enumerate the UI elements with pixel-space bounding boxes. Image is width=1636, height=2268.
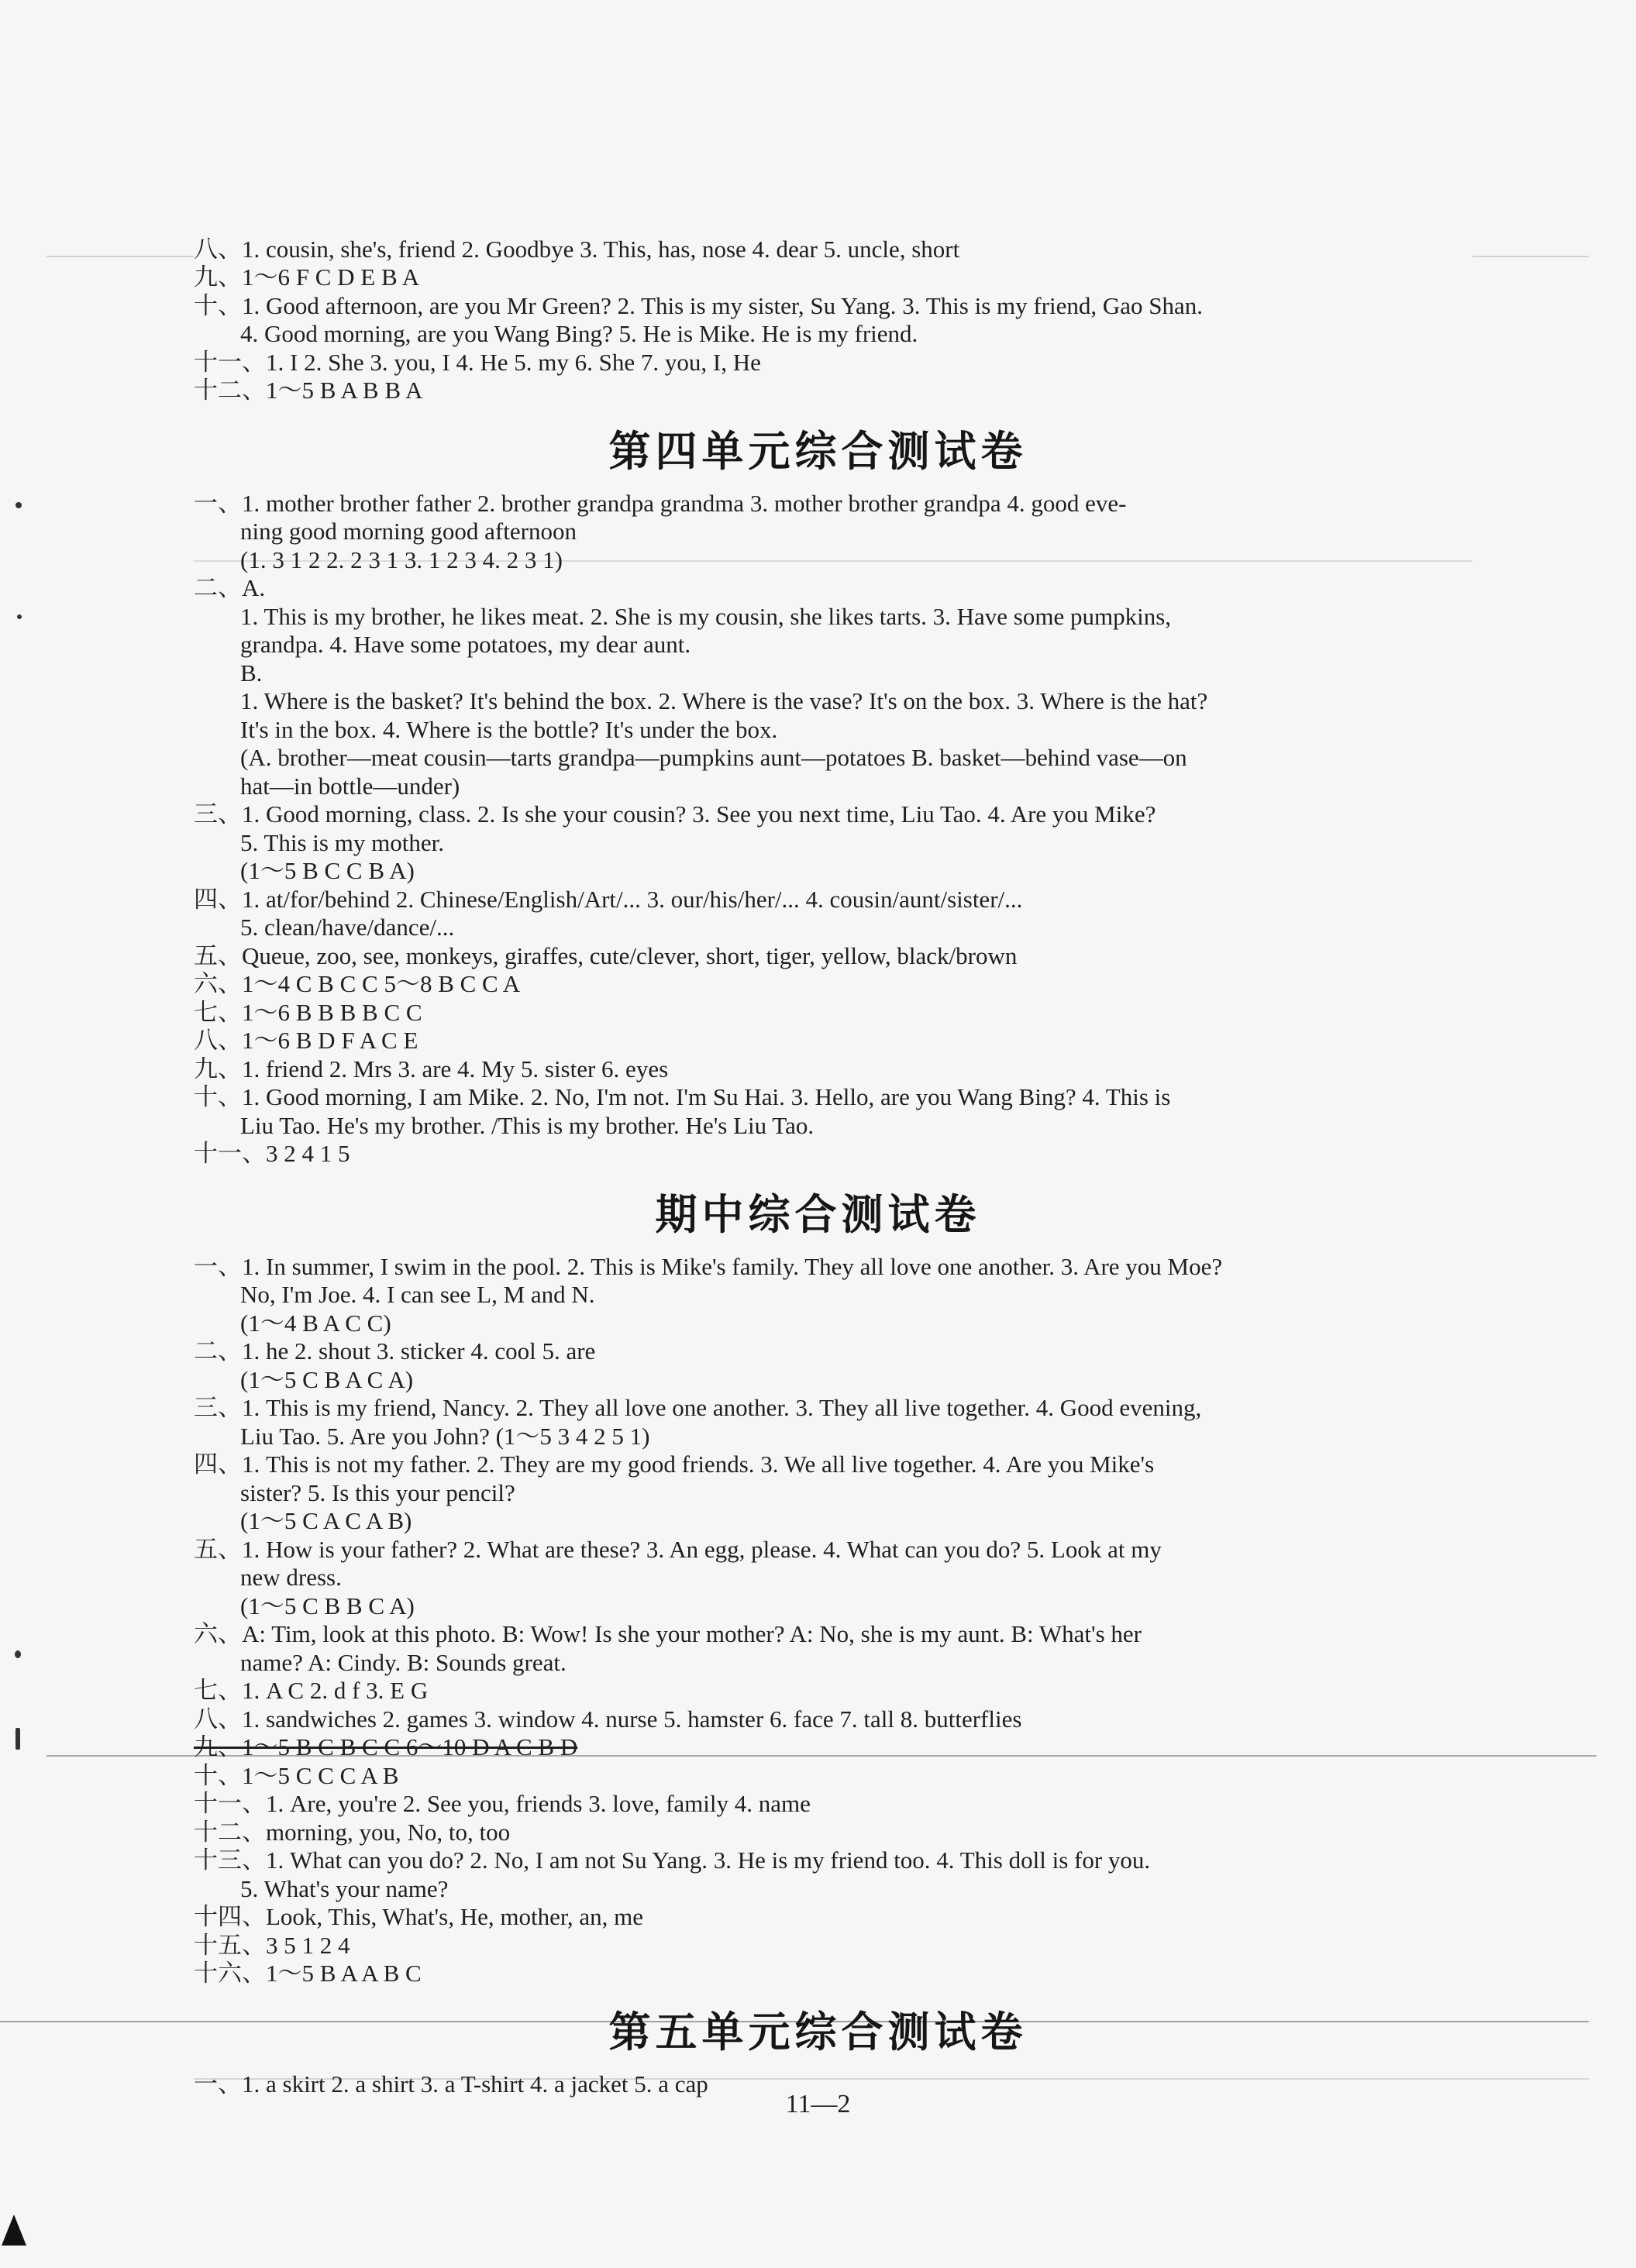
answer-line: 九、1. friend 2. Mrs 3. are 4. My 5. sister 6. eyes — [194, 1055, 669, 1082]
section-heading-midterm: 期中综合测试卷 — [655, 1190, 981, 1239]
answer-line: 一、1. In summer, I swim in the pool. 2. This is Mike's family. They all love one another. 3. Are you Moe? — [194, 1253, 1223, 1280]
answer-line: 十、1. Good morning, I am Mike. 2. No, I'm not. I'm Su Hai. 3. Hello, are you Wang Bing? 4. This is — [194, 1083, 1171, 1110]
answer-line: 5. This is my mother. — [240, 829, 444, 856]
answer-line: 十四、Look, This, What's, He, mother, an, me — [194, 1903, 644, 1930]
answer-line: (1～5 C B B C A) — [240, 1592, 415, 1619]
answer-line: 九、1～5 B C B C C 6～10 D A C B D — [194, 1733, 578, 1760]
answer-line: 七、1～6 B B B B C C — [194, 999, 422, 1026]
answer-line: name? A: Cindy. B: Sounds great. — [240, 1649, 567, 1676]
answer-line: (A. brother—meat cousin—tarts grandpa—pumpkins aunt—potatoes B. basket—behind vase—on — [240, 744, 1187, 771]
scan-line — [1472, 256, 1589, 257]
answer-line: 5. What's your name? — [240, 1875, 449, 1902]
answer-line: hat—in bottle—under) — [240, 773, 460, 800]
answer-line: (1～5 B C C B A) — [240, 857, 415, 884]
answer-line: 十五、3 5 1 2 4 — [194, 1932, 350, 1959]
answer-line: 十、1. Good afternoon, are you Mr Green? 2. This is my sister, Su Yang. 3. This is my friend, Gao Shan. — [194, 292, 1204, 319]
answer-line: (1～4 B A C C) — [240, 1310, 391, 1337]
answer-line: 六、1～4 C B C C 5～8 B C C A — [194, 970, 521, 997]
answer-line: 三、1. This is my friend, Nancy. 2. They all love one another. 3. They all live together. 4. Good evening, — [194, 1394, 1202, 1421]
answer-line: 五、1. How is your father? 2. What are these? 3. An egg, please. 4. What can you do? 5. Look at my — [194, 1536, 1162, 1563]
answer-line: 二、1. he 2. shout 3. sticker 4. cool 5. are — [194, 1337, 596, 1365]
answer-line: (1～5 C A C A B) — [240, 1507, 412, 1534]
answer-line: ning good morning good afternoon — [240, 518, 577, 545]
answer-line: 三、1. Good morning, class. 2. Is she your cousin? 3. See you next time, Liu Tao. 4. Are you Mike? — [194, 800, 1156, 828]
answer-line: grandpa. 4. Have some potatoes, my dear aunt. — [240, 631, 691, 658]
answer-line: 4. Good morning, are you Wang Bing? 5. He is Mike. He is my friend. — [240, 320, 918, 347]
answer-line: Liu Tao. He's my brother. /This is my brother. He's Liu Tao. — [240, 1112, 815, 1139]
page-number: 11—2 — [785, 2090, 851, 2118]
answer-line: 五、Queue, zoo, see, monkeys, giraffes, cute/clever, short, tiger, yellow, black/brown — [194, 942, 1018, 969]
answer-line: (1. 3 1 2 2. 2 3 1 3. 1 2 3 4. 2 3 1) — [240, 546, 563, 573]
answer-line: new dress. — [240, 1564, 342, 1591]
answer-line: 十、1～5 C C C A B — [194, 1762, 399, 1789]
answer-line: 十六、1～5 B A A B C — [194, 1960, 422, 1987]
answer-line: 一、1. a skirt 2. a shirt 3. a T-shirt 4. a jacket 5. a cap — [194, 2070, 708, 2098]
answer-line: 九、1～6 F C D E B A — [194, 263, 420, 291]
answer-line: (1～5 C B A C A) — [240, 1366, 414, 1393]
section-heading-unit4: 第四单元综合测试卷 — [608, 427, 1028, 476]
answer-line: 七、1. A C 2. d f 3. E G — [194, 1677, 429, 1704]
answer-line: 八、1～6 B D F A C E — [194, 1027, 418, 1054]
answer-line: 十二、1～5 B A B B A — [194, 377, 423, 404]
scan-line — [46, 256, 194, 257]
scan-speck — [15, 1728, 20, 1750]
answer-line: sister? 5. Is this your pencil? — [240, 1479, 515, 1506]
answer-line: 1. This is my brother, he likes meat. 2. She is my cousin, she likes tarts. 3. Have some pumpkins, — [240, 603, 1172, 630]
answer-line: No, I'm Joe. 4. I can see L, M and N. — [240, 1281, 595, 1308]
answer-line: 八、1. sandwiches 2. games 3. window 4. nurse 5. hamster 6. face 7. tall 8. butterflies — [194, 1705, 1022, 1733]
corner-mark-icon — [2, 2215, 26, 2246]
scan-speck — [15, 1650, 21, 1658]
answer-line: 1. Where is the basket? It's behind the box. 2. Where is the vase? It's on the box. 3. Where is the hat? — [240, 687, 1208, 714]
answer-line: 六、A: Tim, look at this photo. B: Wow! Is she your mother? A: No, she is my aunt. B: What's her — [194, 1620, 1142, 1647]
answer-line: 四、1. This is not my father. 2. They are my good friends. 3. We all live together. 4. Are you Mike's — [194, 1451, 1155, 1478]
answer-line: 四、1. at/for/behind 2. Chinese/English/Art/... 3. our/his/her/... 4. cousin/aunt/sister/... — [194, 886, 1023, 913]
section-heading-unit5: 第五单元综合测试卷 — [608, 2008, 1028, 2056]
answer-line: 十一、3 2 4 1 5 — [194, 1140, 350, 1167]
answer-line: B. — [240, 659, 263, 687]
answer-line: 十一、1. I 2. She 3. you, I 4. He 5. my 6. She 7. you, I, He — [194, 349, 761, 376]
answer-line: 十二、morning, you, No, to, too — [194, 1819, 511, 1846]
answer-line: 八、1. cousin, she's, friend 2. Goodbye 3. This, has, nose 4. dear 5. uncle, short — [194, 236, 960, 263]
answer-line: 十一、1. Are, you're 2. See you, friends 3. love, family 4. name — [194, 1790, 811, 1817]
scan-speck — [17, 614, 22, 619]
answer-line: It's in the box. 4. Where is the bottle? It's under the box. — [240, 716, 778, 743]
answer-line: 5. clean/have/dance/... — [240, 914, 455, 941]
answer-line: 二、A. — [194, 574, 266, 601]
answer-line: Liu Tao. 5. Are you John? (1～5 3 4 2 5 1) — [240, 1423, 650, 1450]
answer-line: 一、1. mother brother father 2. brother grandpa grandma 3. mother brother grandpa 4. good eve- — [194, 490, 1127, 517]
scan-speck — [15, 502, 22, 508]
answer-line: 十三、1. What can you do? 2. No, I am not Su Yang. 3. He is my friend too. 4. This doll is for you. — [194, 1846, 1151, 1874]
